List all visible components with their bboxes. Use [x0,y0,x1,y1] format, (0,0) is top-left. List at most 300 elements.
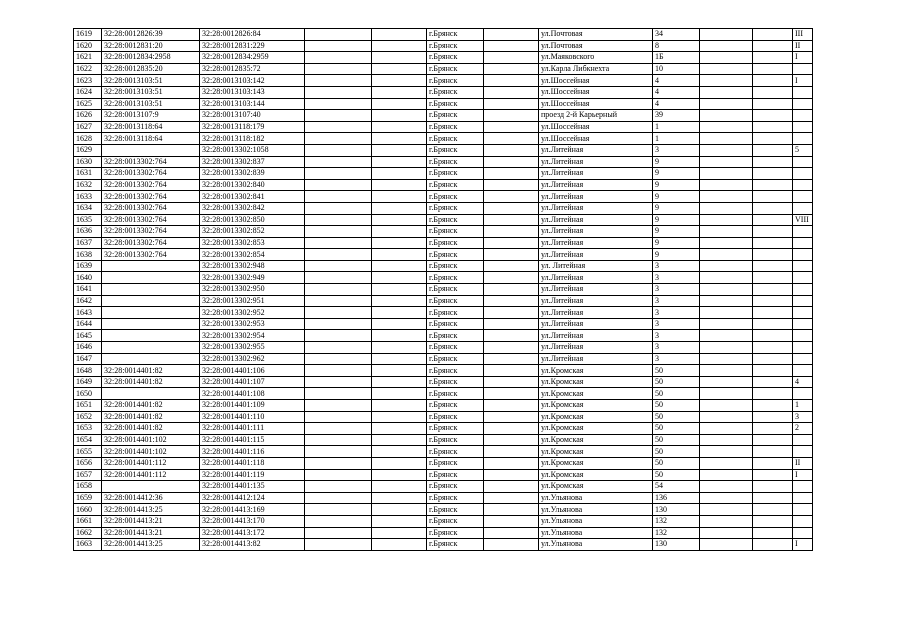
col-10-cell [700,98,753,110]
col-11-cell [753,318,793,330]
street-cell: ул.Маяковского [539,52,653,64]
col-4-cell [305,504,372,516]
cadastral-number-cell: 32:28:0014401:118 [200,457,305,469]
city-cell: г.Брянск [427,29,484,41]
cadastral-number-cell: 32:28:0014401:106 [200,365,305,377]
cadastral-number-cell: 32:28:0012826:84 [200,29,305,41]
col-4-cell [305,330,372,342]
cadastral-number-cell: 32:28:0013302:837 [200,156,305,168]
col-10-cell [700,515,753,527]
col-11-cell [753,214,793,226]
col-10-cell [700,295,753,307]
street-cell: ул.Литейная [539,342,653,354]
city-cell: г.Брянск [427,539,484,551]
city-cell: г.Брянск [427,144,484,156]
street-cell: ул.Литейная [539,295,653,307]
street-cell: ул.Ульянова [539,515,653,527]
street-cell: ул.Литейная [539,191,653,203]
city-cell: г.Брянск [427,260,484,272]
house-number-cell: 8 [653,40,700,52]
premises-number-cell: VIII [793,214,813,226]
col-4-cell [305,307,372,319]
parent-cadastral-number-cell: 32:28:0014413:21 [102,527,200,539]
cadastral-number-cell: 32:28:0012831:229 [200,40,305,52]
col-4-cell [305,40,372,52]
parent-cadastral-number-cell [102,388,200,400]
cadastral-number-cell: 32:28:0014401:107 [200,376,305,388]
parent-cadastral-number-cell: 32:28:0013103:51 [102,98,200,110]
col-4-cell [305,342,372,354]
street-cell: ул.Литейная [539,144,653,156]
cadastral-number-cell: 32:28:0013302:842 [200,202,305,214]
col-5-cell [372,179,427,191]
row-number-cell: 1626 [74,110,102,122]
col-7-cell [484,434,539,446]
cadastral-number-cell: 32:28:0014401:135 [200,481,305,493]
col-7-cell [484,423,539,435]
parent-cadastral-number-cell [102,318,200,330]
premises-number-cell: III [793,29,813,41]
city-cell: г.Брянск [427,110,484,122]
col-4-cell [305,481,372,493]
row-number-cell: 1627 [74,121,102,133]
premises-number-cell [793,168,813,180]
col-11-cell [753,400,793,412]
col-11-cell [753,504,793,516]
col-11-cell [753,86,793,98]
cadastral-number-cell: 32:28:0012835:72 [200,63,305,75]
cadastral-number-cell: 32:28:0014413:169 [200,504,305,516]
col-4-cell [305,144,372,156]
col-7-cell [484,191,539,203]
col-7-cell [484,86,539,98]
parent-cadastral-number-cell: 32:28:0012826:39 [102,29,200,41]
city-cell: г.Брянск [427,423,484,435]
table-row [74,86,813,98]
col-7-cell [484,527,539,539]
col-5-cell [372,515,427,527]
table-row [74,52,813,64]
house-number-cell: 3 [653,307,700,319]
city-cell: г.Брянск [427,237,484,249]
col-5-cell [372,168,427,180]
col-4-cell [305,318,372,330]
cadastral-number-cell: 32:28:0013302:955 [200,342,305,354]
col-11-cell [753,156,793,168]
col-5-cell [372,388,427,400]
city-cell: г.Брянск [427,75,484,87]
col-5-cell [372,63,427,75]
col-5-cell [372,411,427,423]
street-cell: ул.Литейная [539,237,653,249]
parent-cadastral-number-cell: 32:28:0014413:25 [102,539,200,551]
street-cell: ул.Литейная [539,307,653,319]
col-7-cell [484,52,539,64]
col-7-cell [484,411,539,423]
house-number-cell: 9 [653,191,700,203]
col-11-cell [753,342,793,354]
street-cell: ул.Ульянова [539,539,653,551]
row-number-cell: 1643 [74,307,102,319]
table-row [74,353,813,365]
col-4-cell [305,353,372,365]
parent-cadastral-number-cell: 32:28:0013302:764 [102,249,200,261]
parent-cadastral-number-cell [102,342,200,354]
city-cell: г.Брянск [427,318,484,330]
house-number-cell: 50 [653,423,700,435]
premises-number-cell [793,98,813,110]
cadastral-number-cell: 32:28:0013302:948 [200,260,305,272]
col-5-cell [372,446,427,458]
row-number-cell: 1647 [74,353,102,365]
col-7-cell [484,63,539,75]
premises-number-cell [793,318,813,330]
col-7-cell [484,75,539,87]
col-10-cell [700,214,753,226]
col-7-cell [484,353,539,365]
house-number-cell: 3 [653,284,700,296]
table-row [74,260,813,272]
register-rows [74,29,813,551]
street-cell: ул.Ульянова [539,527,653,539]
col-11-cell [753,434,793,446]
row-number-cell: 1630 [74,156,102,168]
col-5-cell [372,318,427,330]
col-4-cell [305,86,372,98]
table-row [74,411,813,423]
col-4-cell [305,249,372,261]
col-11-cell [753,492,793,504]
parent-cadastral-number-cell: 32:28:0014401:112 [102,457,200,469]
house-number-cell: 9 [653,168,700,180]
city-cell: г.Брянск [427,469,484,481]
table-row [74,469,813,481]
premises-number-cell [793,260,813,272]
cadastral-number-cell: 32:28:0014401:116 [200,446,305,458]
col-10-cell [700,29,753,41]
premises-number-cell [793,133,813,145]
house-number-cell: 4 [653,75,700,87]
city-cell: г.Брянск [427,86,484,98]
street-cell: ул.Кромская [539,376,653,388]
street-cell: ул.Кромская [539,365,653,377]
col-5-cell [372,376,427,388]
col-11-cell [753,527,793,539]
house-number-cell: 9 [653,156,700,168]
row-number-cell: 1652 [74,411,102,423]
cadastral-number-cell: 32:28:0014401:115 [200,434,305,446]
house-number-cell: 34 [653,29,700,41]
table-row [74,400,813,412]
col-10-cell [700,40,753,52]
col-10-cell [700,446,753,458]
row-number-cell: 1635 [74,214,102,226]
col-11-cell [753,121,793,133]
street-cell: ул.Шоссейная [539,133,653,145]
col-5-cell [372,29,427,41]
premises-number-cell [793,249,813,261]
row-number-cell: 1644 [74,318,102,330]
table-row [74,515,813,527]
house-number-cell: 54 [653,481,700,493]
premises-number-cell [793,110,813,122]
street-cell: ул.Кромская [539,446,653,458]
col-10-cell [700,63,753,75]
table-row [74,457,813,469]
cadastral-number-cell: 32:28:0013103:143 [200,86,305,98]
col-10-cell [700,249,753,261]
col-11-cell [753,75,793,87]
parent-cadastral-number-cell: 32:28:0013302:764 [102,202,200,214]
cadastral-number-cell: 32:28:0013302:1058 [200,144,305,156]
col-5-cell [372,400,427,412]
street-cell: ул. Литейная [539,260,653,272]
premises-number-cell [793,504,813,516]
street-cell: ул.Литейная [539,284,653,296]
table-row [74,504,813,516]
parent-cadastral-number-cell: 32:28:0012834:2958 [102,52,200,64]
col-7-cell [484,330,539,342]
row-number-cell: 1659 [74,492,102,504]
parent-cadastral-number-cell [102,330,200,342]
col-7-cell [484,156,539,168]
city-cell: г.Брянск [427,168,484,180]
col-11-cell [753,144,793,156]
house-number-cell: 50 [653,376,700,388]
parent-cadastral-number-cell [102,284,200,296]
cadastral-number-cell: 32:28:0014401:110 [200,411,305,423]
parent-cadastral-number-cell: 32:28:0014413:25 [102,504,200,516]
col-10-cell [700,307,753,319]
col-4-cell [305,411,372,423]
col-7-cell [484,133,539,145]
col-11-cell [753,52,793,64]
premises-number-cell [793,492,813,504]
col-11-cell [753,272,793,284]
city-cell: г.Брянск [427,214,484,226]
col-5-cell [372,365,427,377]
col-4-cell [305,457,372,469]
street-cell: ул.Литейная [539,168,653,180]
table-row [74,214,813,226]
house-number-cell: 50 [653,400,700,412]
parent-cadastral-number-cell: 32:28:0013103:51 [102,75,200,87]
premises-number-cell: II [793,40,813,52]
col-11-cell [753,63,793,75]
row-number-cell: 1649 [74,376,102,388]
parent-cadastral-number-cell [102,481,200,493]
city-cell: г.Брянск [427,98,484,110]
city-cell: г.Брянск [427,330,484,342]
col-4-cell [305,295,372,307]
col-5-cell [372,144,427,156]
street-cell: ул.Ульянова [539,492,653,504]
parent-cadastral-number-cell: 32:28:0013107:9 [102,110,200,122]
row-number-cell: 1654 [74,434,102,446]
cadastral-number-cell: 32:28:0013302:954 [200,330,305,342]
premises-number-cell: II [793,457,813,469]
col-4-cell [305,202,372,214]
city-cell: г.Брянск [427,365,484,377]
row-number-cell: 1638 [74,249,102,261]
house-number-cell: 1 [653,133,700,145]
parent-cadastral-number-cell: 32:28:0013302:764 [102,214,200,226]
parent-cadastral-number-cell: 32:28:0014401:112 [102,469,200,481]
col-11-cell [753,353,793,365]
row-number-cell: 1658 [74,481,102,493]
col-5-cell [372,249,427,261]
street-cell: ул.Шоссейная [539,98,653,110]
city-cell: г.Брянск [427,191,484,203]
col-7-cell [484,342,539,354]
table-row [74,179,813,191]
col-7-cell [484,98,539,110]
parent-cadastral-number-cell: 32:28:0013118:64 [102,121,200,133]
col-10-cell [700,260,753,272]
col-5-cell [372,342,427,354]
col-10-cell [700,423,753,435]
premises-number-cell: I [793,52,813,64]
city-cell: г.Брянск [427,481,484,493]
premises-number-cell [793,307,813,319]
cadastral-number-cell: 32:28:0014401:119 [200,469,305,481]
city-cell: г.Брянск [427,179,484,191]
row-number-cell: 1646 [74,342,102,354]
col-7-cell [484,121,539,133]
col-7-cell [484,515,539,527]
col-10-cell [700,400,753,412]
house-number-cell: 3 [653,342,700,354]
col-10-cell [700,492,753,504]
col-11-cell [753,202,793,214]
row-number-cell: 1622 [74,63,102,75]
cadastral-number-cell: 32:28:0013302:840 [200,179,305,191]
col-4-cell [305,446,372,458]
row-number-cell: 1637 [74,237,102,249]
cadastral-number-cell: 32:28:0013302:841 [200,191,305,203]
city-cell: г.Брянск [427,40,484,52]
col-7-cell [484,272,539,284]
col-5-cell [372,434,427,446]
city-cell: г.Брянск [427,133,484,145]
house-number-cell: 50 [653,388,700,400]
city-cell: г.Брянск [427,307,484,319]
cadastral-number-cell: 32:28:0013103:144 [200,98,305,110]
row-number-cell: 1653 [74,423,102,435]
row-number-cell: 1629 [74,144,102,156]
house-number-cell: 50 [653,411,700,423]
col-10-cell [700,226,753,238]
street-cell: ул.Литейная [539,156,653,168]
col-5-cell [372,457,427,469]
city-cell: г.Брянск [427,376,484,388]
row-number-cell: 1657 [74,469,102,481]
street-cell: ул.Почтовая [539,40,653,52]
col-4-cell [305,75,372,87]
col-10-cell [700,121,753,133]
col-7-cell [484,179,539,191]
premises-number-cell [793,295,813,307]
col-10-cell [700,481,753,493]
parent-cadastral-number-cell [102,260,200,272]
col-4-cell [305,260,372,272]
col-7-cell [484,237,539,249]
street-cell: ул.Литейная [539,249,653,261]
col-11-cell [753,98,793,110]
col-5-cell [372,110,427,122]
col-7-cell [484,295,539,307]
col-4-cell [305,423,372,435]
parent-cadastral-number-cell: 32:28:0014401:82 [102,411,200,423]
table-row [74,156,813,168]
col-7-cell [484,457,539,469]
col-10-cell [700,284,753,296]
table-row [74,492,813,504]
parent-cadastral-number-cell [102,353,200,365]
table-row [74,330,813,342]
premises-number-cell [793,121,813,133]
table-row [74,63,813,75]
premises-number-cell [793,272,813,284]
table-row [74,98,813,110]
col-5-cell [372,353,427,365]
table-row [74,307,813,319]
cadastral-number-cell: 32:28:0014413:170 [200,515,305,527]
street-cell: ул.Кромская [539,469,653,481]
cadastral-number-cell: 32:28:0014401:109 [200,400,305,412]
house-number-cell: 3 [653,295,700,307]
house-number-cell: 4 [653,86,700,98]
table-row [74,446,813,458]
street-cell: ул.Литейная [539,202,653,214]
street-cell: проезд 2-й Карьерный [539,110,653,122]
row-number-cell: 1663 [74,539,102,551]
cadastral-number-cell: 32:28:0013302:962 [200,353,305,365]
col-5-cell [372,481,427,493]
cadastral-number-cell: 32:28:0014412:124 [200,492,305,504]
col-7-cell [484,249,539,261]
parent-cadastral-number-cell: 32:28:0014401:82 [102,376,200,388]
col-7-cell [484,307,539,319]
col-10-cell [700,504,753,516]
col-5-cell [372,423,427,435]
col-4-cell [305,110,372,122]
col-4-cell [305,376,372,388]
city-cell: г.Брянск [427,504,484,516]
parent-cadastral-number-cell: 32:28:0014412:36 [102,492,200,504]
row-number-cell: 1655 [74,446,102,458]
house-number-cell: 50 [653,457,700,469]
col-5-cell [372,121,427,133]
premises-number-cell [793,86,813,98]
parent-cadastral-number-cell: 32:28:0014401:82 [102,423,200,435]
col-11-cell [753,29,793,41]
premises-number-cell [793,515,813,527]
street-cell: ул.Кромская [539,481,653,493]
col-10-cell [700,527,753,539]
col-4-cell [305,191,372,203]
col-7-cell [484,168,539,180]
col-11-cell [753,179,793,191]
city-cell: г.Брянск [427,342,484,354]
house-number-cell: 132 [653,527,700,539]
col-11-cell [753,515,793,527]
house-number-cell: 136 [653,492,700,504]
house-number-cell: 4 [653,98,700,110]
parent-cadastral-number-cell: 32:28:0014413:21 [102,515,200,527]
premises-number-cell [793,527,813,539]
house-number-cell: 9 [653,179,700,191]
